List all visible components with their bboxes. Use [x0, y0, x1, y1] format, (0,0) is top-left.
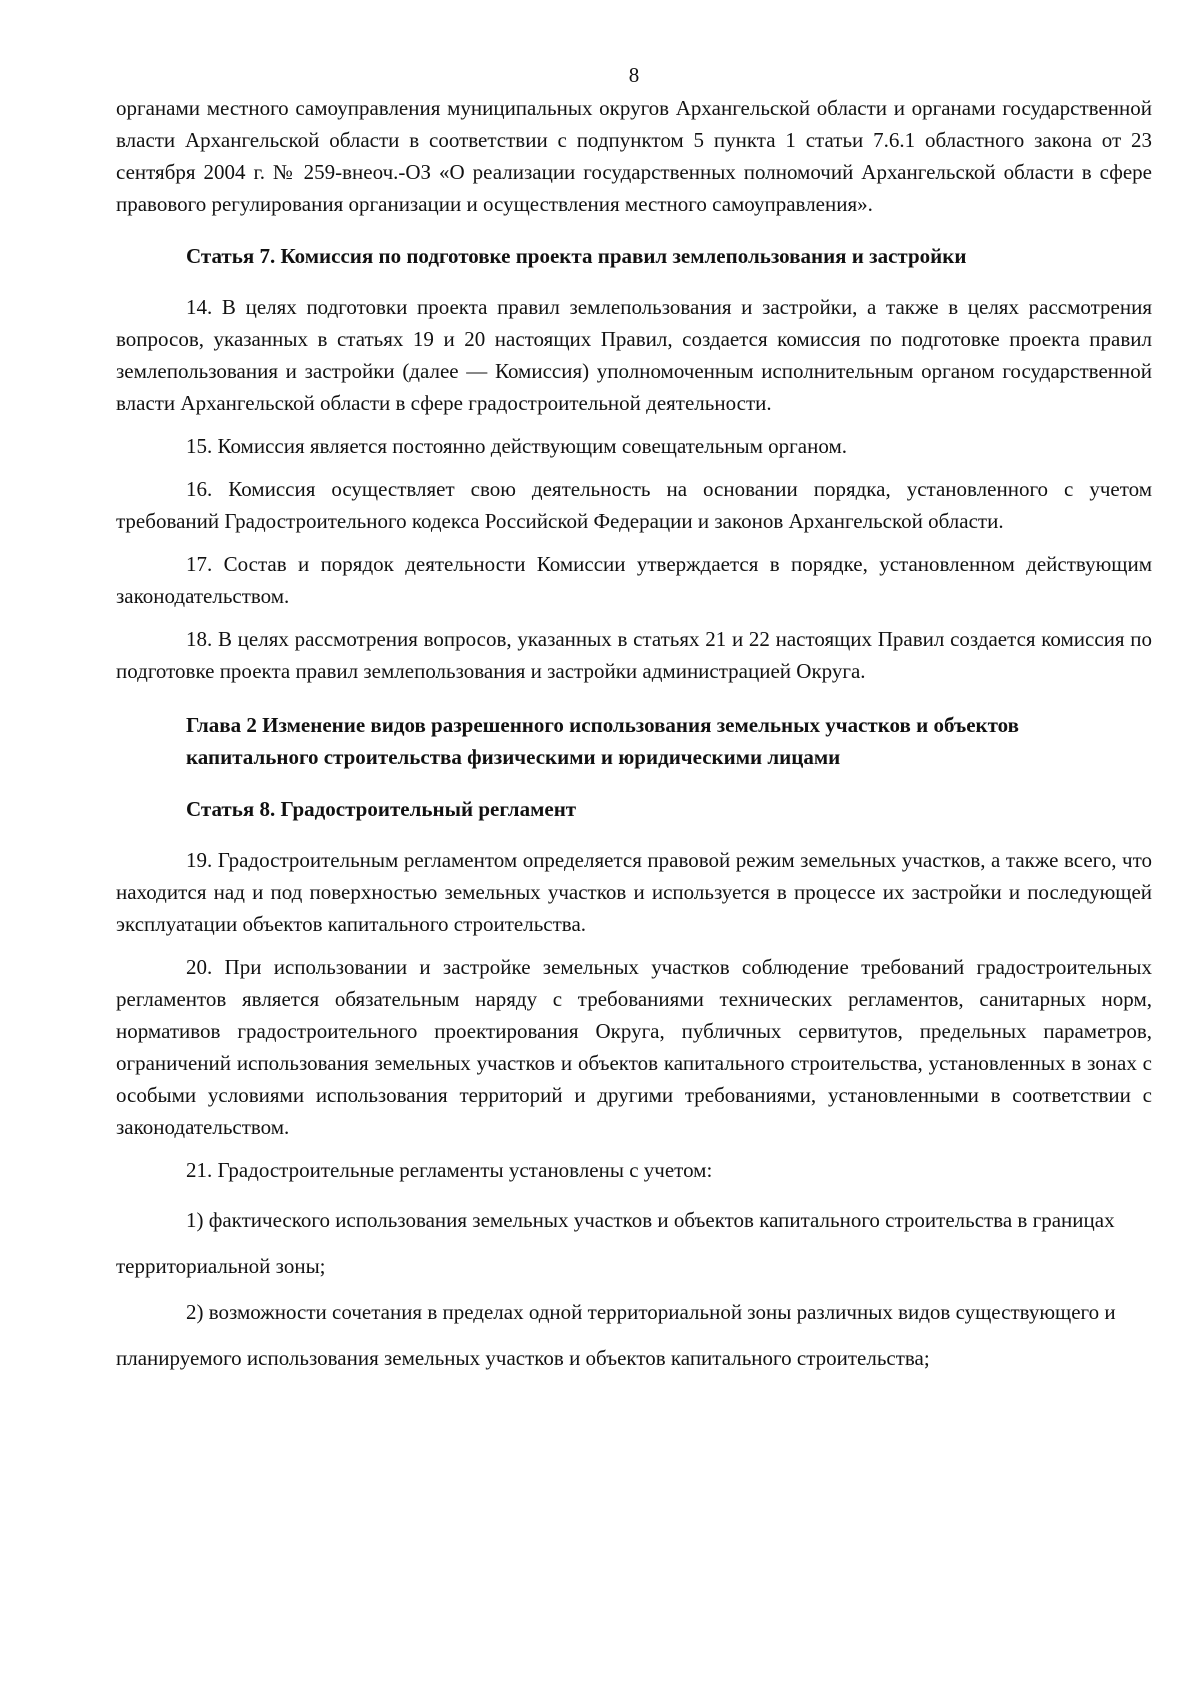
list-item-2: 2) возможности сочетания в пределах одной территориальной зоны различных видов существующего и планируемого использования земельных участков и объектов капитального строительства;: [116, 1300, 1116, 1370]
page-number: 8: [628, 63, 640, 87]
article-7-heading: Статья 7. Комиссия по подготовке проекта правил землепользования и застройки: [186, 244, 967, 268]
article-8-heading: Статья 8. Градостроительный регламент: [186, 797, 577, 821]
paragraph-19: 19. Градостроительным регламентом определяется правовой режим земельных участков, а также всего, что находится над и под поверхностью земельных участков и используется в процессе их застройки и последующей эксплуатации объектов капитального строительства.: [116, 848, 1152, 936]
paragraph-20: 20. При использовании и застройке земельных участков соблюдение требований градостроительных регламентов является обязательным наряду с требованиями технических регламентов, санитарных норм, нормативов градостроительного проектирования Округа, публичных сервитутов, предельных параметров, ограничений использования земельных участков и объектов капитального строительства, установленных в зонах с особыми условиями использования территорий и другими требованиями, установленными в соответствии с законодательством.: [116, 955, 1152, 1139]
paragraph-18: 18. В целях рассмотрения вопросов, указанных в статьях 21 и 22 настоящих Правил создается комиссия по подготовке проекта правил землепользования и застройки администрацией Округа.: [116, 627, 1152, 683]
intro-paragraph: органами местного самоуправления муниципальных округов Архангельской области и органами государственной власти Архангельской области в соответствии с подпунктом 5 пункта 1 статьи 7.6.1 областного закона от 23 сентября 2004 г. № 259-внеоч.-ОЗ «О реализации государственных полномочий Архангельской области в сфере правового регулирования организации и осуществления местного самоуправления».: [116, 96, 1152, 216]
paragraph-16: 16. Комиссия осуществляет свою деятельность на основании порядка, установленного с учетом требований Градостроительного кодекса Российской Федерации и законов Архангельской области.: [116, 477, 1152, 533]
chapter-2-heading: Глава 2 Изменение видов разрешенного использования земельных участков и объектов капитального строительства физическими и юридическими лицами: [186, 713, 1019, 769]
paragraph-17: 17. Состав и порядок деятельности Комиссии утверждается в порядке, установленном действующим законодательством.: [116, 552, 1152, 608]
paragraph-21: 21. Градостроительные регламенты установлены с учетом:: [186, 1158, 713, 1182]
document-page: [116, 60, 1152, 1381]
paragraph-14: 14. В целях подготовки проекта правил землепользования и застройки, а также в целях рассмотрения вопросов, указанных в статьях 19 и 20 настоящих Правил, создается комиссия по подготовке проекта правил землепользования и застройки (далее — Комиссия) уполномоченным исполнительным органом государственной власти Архангельской области в сфере градостроительной деятельности.: [116, 295, 1152, 415]
paragraph-15: 15. Комиссия является постоянно действующим совещательным органом.: [186, 434, 847, 458]
list-item-1: 1) фактического использования земельных участков и объектов капитального строительства в границах территориальной зоны;: [116, 1208, 1115, 1278]
